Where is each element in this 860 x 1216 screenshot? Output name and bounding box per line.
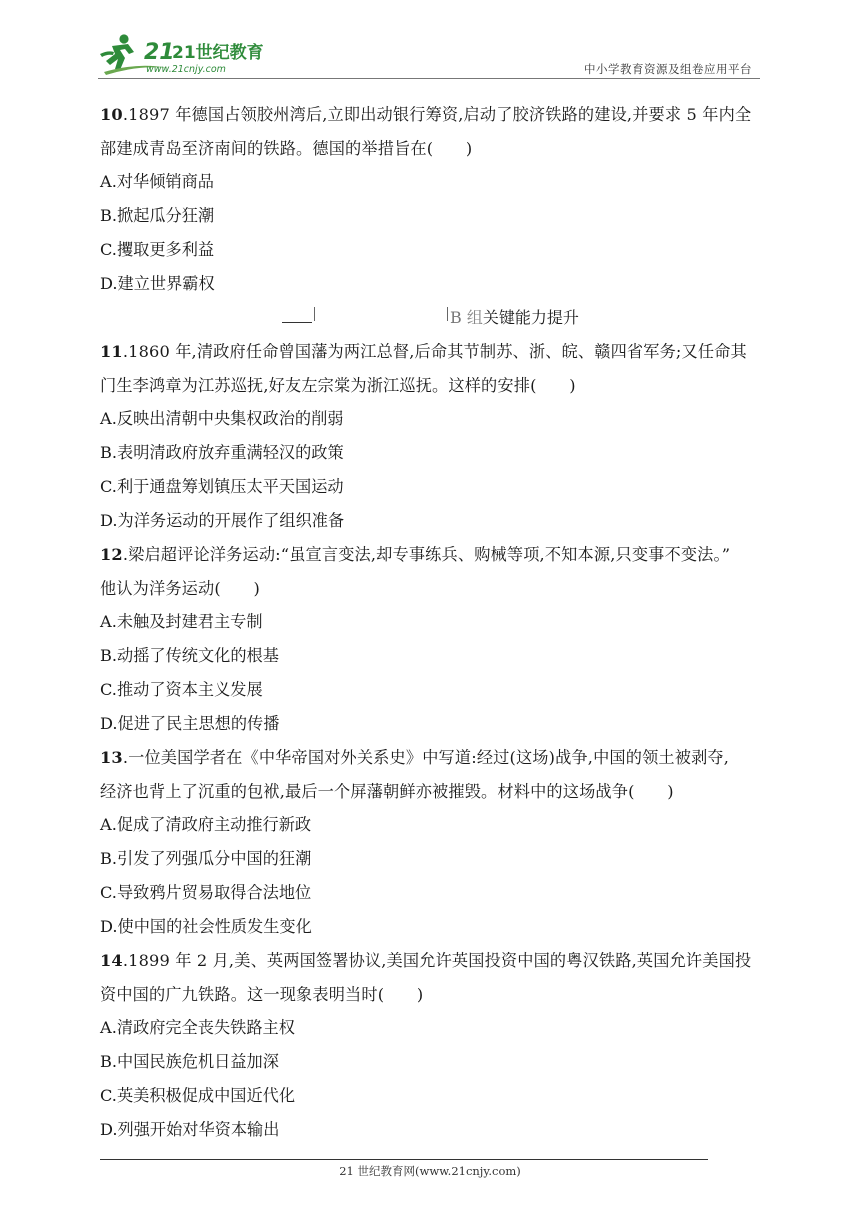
question-stem: [100, 335, 768, 402]
logo-url: www.21cnjy.com: [146, 64, 226, 75]
option-b: B.中国民族危机日益加深: [100, 1052, 279, 1071]
stem-line: 部建成青岛至济南间的铁路。德国的举措旨在( ): [100, 138, 473, 158]
option-d: D.促进了民主思想的传播: [100, 714, 280, 733]
svg-text:21: 21: [144, 40, 175, 65]
stem-line: 他认为洋务运动( ): [100, 578, 260, 598]
option-a: A.清政府完全丧失铁路主权: [100, 1018, 295, 1037]
question-number: 14: [100, 951, 123, 970]
option-d: D.为洋务运动的开展作了组织准备: [100, 511, 345, 530]
question-number: 12: [100, 545, 123, 564]
platform-title: 中小学教育资源及组卷应用平台: [584, 62, 752, 76]
stem-line: 经济也背上了沉重的包袱,最后一个屏藩朝鲜亦被摧毁。材料中的这场战争( ): [100, 781, 674, 801]
header-rule: [98, 78, 760, 79]
page-header: [98, 28, 760, 80]
option-a: A.对华倾销商品: [100, 172, 214, 191]
stem-line: 门生李鸿章为江苏巡抚,好友左宗棠为浙江巡抚。这样的安排( ): [100, 375, 576, 395]
section-tick: [314, 307, 315, 321]
footer-text: 21 世纪教育网(www.21cnjy.com): [339, 1164, 521, 1178]
option-b: B.掀起瓜分狂潮: [100, 206, 215, 225]
stem-line: .一位美国学者在《中华帝国对外关系史》中写道:经过(这场)战争,中国的领土被剥夺,: [122, 748, 730, 767]
section-tick: [447, 307, 448, 321]
stem-line: .梁启超评论洋务运动:“虽宣言变法,却专事练兵、购械等项,不知本源,只变事不变法。”: [122, 545, 731, 564]
option-c: C.推动了资本主义发展: [100, 680, 263, 699]
question-list: [100, 98, 768, 1147]
option-d: D.使中国的社会性质发生变化: [100, 917, 312, 936]
section-group: 组: [466, 308, 483, 327]
question-number: 11: [100, 342, 123, 361]
question-13: [100, 741, 768, 944]
question-number: 13: [100, 748, 123, 767]
option-a: A.反映出清朝中央集权政治的削弱: [100, 409, 344, 428]
question-number: 10: [100, 105, 123, 124]
option-c: C.导致鸦片贸易取得合法地位: [100, 883, 312, 902]
section-title: 关键能力提升: [482, 308, 579, 327]
question-12: [100, 538, 768, 741]
logo-21cnjy: [98, 32, 268, 76]
option-a: A.未触及封建君主专制: [100, 612, 263, 631]
question-stem: [100, 944, 768, 1011]
question-10: [100, 98, 768, 301]
option-d: D.建立世界霸权: [100, 274, 215, 293]
option-c: C.英美积极促成中国近代化: [100, 1086, 296, 1105]
question-14: [100, 944, 768, 1147]
stem-line: .1860 年,清政府任命曾国藩为两江总督,后命其节制苏、浙、皖、赣四省军务;又任命其: [122, 342, 747, 361]
stem-line: 资中国的广九铁路。这一现象表明当时( ): [100, 984, 424, 1004]
logo-name: 21世纪教育: [172, 43, 264, 63]
option-a: A.促成了清政府主动推行新政: [100, 815, 312, 834]
section-letter: B: [450, 308, 462, 327]
section-underline: [282, 322, 312, 323]
question-stem: [100, 538, 768, 605]
question-stem: [100, 98, 768, 165]
stem-line: .1897 年德国占领胶州湾后,立即出动银行筹资,启动了胶济铁路的建设,并要求 5 年内全: [122, 105, 752, 124]
option-c: C.攫取更多利益: [100, 240, 215, 259]
question-11: [100, 335, 768, 538]
stem-line: .1899 年 2 月,美、英两国签署协议,美国允许英国投资中国的粤汉铁路,英国允许美国投: [122, 951, 752, 970]
option-b: B.引发了列强瓜分中国的狂潮: [100, 849, 312, 868]
option-b: B.动摇了传统文化的根基: [100, 646, 279, 665]
option-c: C.利于通盘筹划镇压太平天国运动: [100, 477, 344, 496]
option-d: D.列强开始对华资本输出: [100, 1120, 280, 1139]
section-b-heading: [100, 301, 768, 335]
question-stem: [100, 741, 768, 808]
footer-rule: [100, 1159, 708, 1160]
option-b: B.表明清政府放弃重满轻汉的政策: [100, 443, 344, 462]
